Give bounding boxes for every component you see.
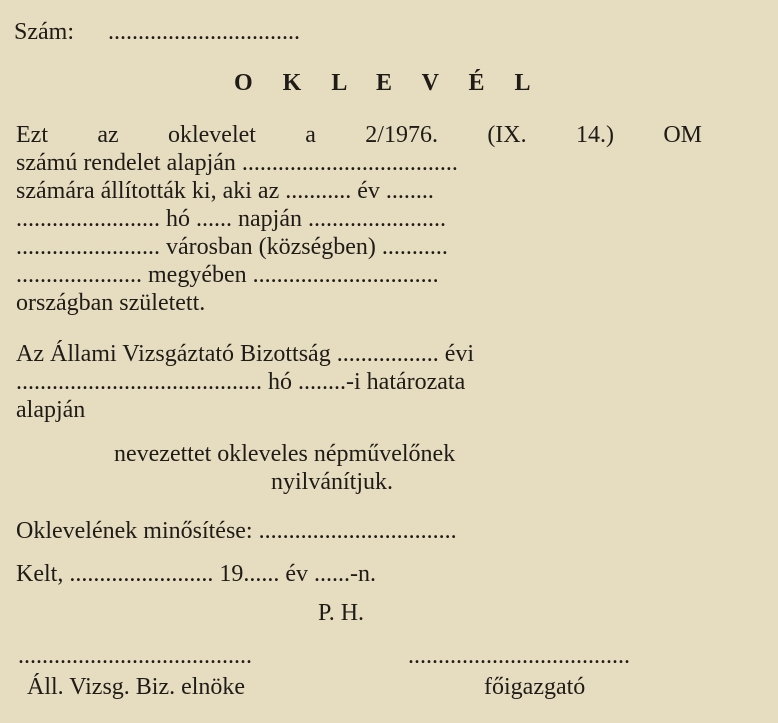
- body-line-5: ........................ városban (községben) ...........: [16, 234, 448, 260]
- body-line-8: Az Állami Vizsgáztató Bizottság ................. évi: [16, 341, 475, 367]
- seal-placeholder: P. H.: [318, 600, 365, 626]
- declaration-line-2: nyilvánítjuk.: [271, 469, 393, 495]
- body-line-4: ........................ hó ...... napján .......................: [16, 206, 446, 232]
- qualification-line: Oklevelének minősítése: .................................: [16, 518, 457, 544]
- right-signature-dots: .....................................: [408, 643, 630, 669]
- szam-label: Szám:: [14, 19, 74, 45]
- document-title: O K L E V É L: [234, 70, 543, 96]
- declaration-line-1: nevezettet okleveles népművelőnek: [114, 441, 456, 467]
- kelt-line: Kelt, ........................ 19...... év ......-n.: [16, 561, 376, 587]
- left-signature-dots: .......................................: [18, 643, 252, 669]
- body-line-6: ..................... megyében ...............................: [16, 262, 439, 288]
- szam-dots: ................................: [108, 19, 300, 45]
- body-line-10: alapján: [16, 397, 86, 423]
- body-line-9: ......................................... hó ........-i határozata: [16, 369, 466, 395]
- body-line-7: országban született.: [16, 290, 206, 316]
- left-signature-label: Áll. Vizsg. Biz. elnöke: [27, 674, 246, 700]
- right-signature-label: főigazgató: [484, 674, 586, 700]
- body-line-1: Ezt az oklevelet a 2/1976. (IX. 14.) OM: [16, 122, 702, 148]
- body-line-2: számú rendelet alapján ....................................: [16, 150, 458, 176]
- body-line-3: számára állították ki, aki az ........... év ........: [16, 178, 434, 204]
